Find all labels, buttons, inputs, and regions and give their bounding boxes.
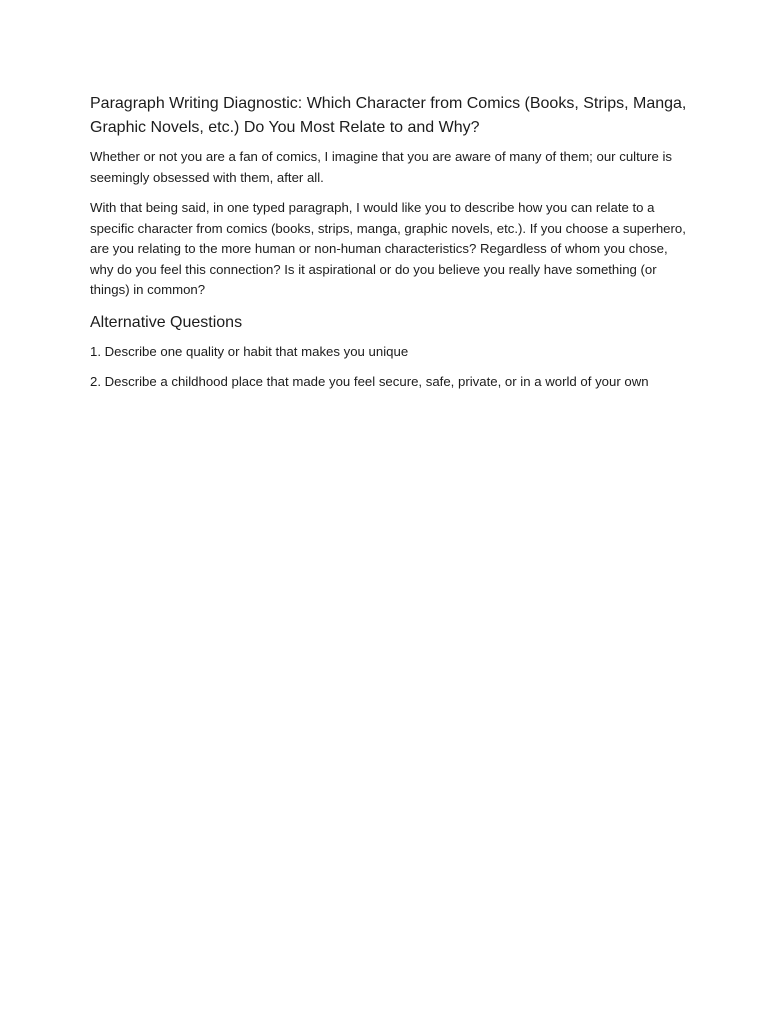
document-body [90,92,690,403]
alternative-questions-heading: Alternative Questions [90,313,243,331]
instructions-paragraph: With that being said, in one typed paragraph, I would like you to describe how you can relate to a specific character from comics (books, strips, manga, graphic novels, etc.). If you choose a superhero, are you relating to the more human or non-human characteristics? Regardless of whom you chose, why do you feel this connection? Is it aspirational or do you believe you really have something (or things) in common? [90,200,686,297]
document-title: Paragraph Writing Diagnostic: Which Character from Comics (Books, Strips, Manga, Graphic Novels, etc.) Do You Most Relate to and Why? [90,95,687,136]
alternative-question-item: 1. Describe one quality or habit that makes you unique [90,343,409,359]
alternative-question-item: 2. Describe a childhood place that made you feel secure, safe, private, or in a world of your own [90,374,649,389]
intro-paragraph: Whether or not you are a fan of comics, I imagine that you are aware of many of them; our culture is seemingly obsessed with them, after all. [90,149,672,185]
